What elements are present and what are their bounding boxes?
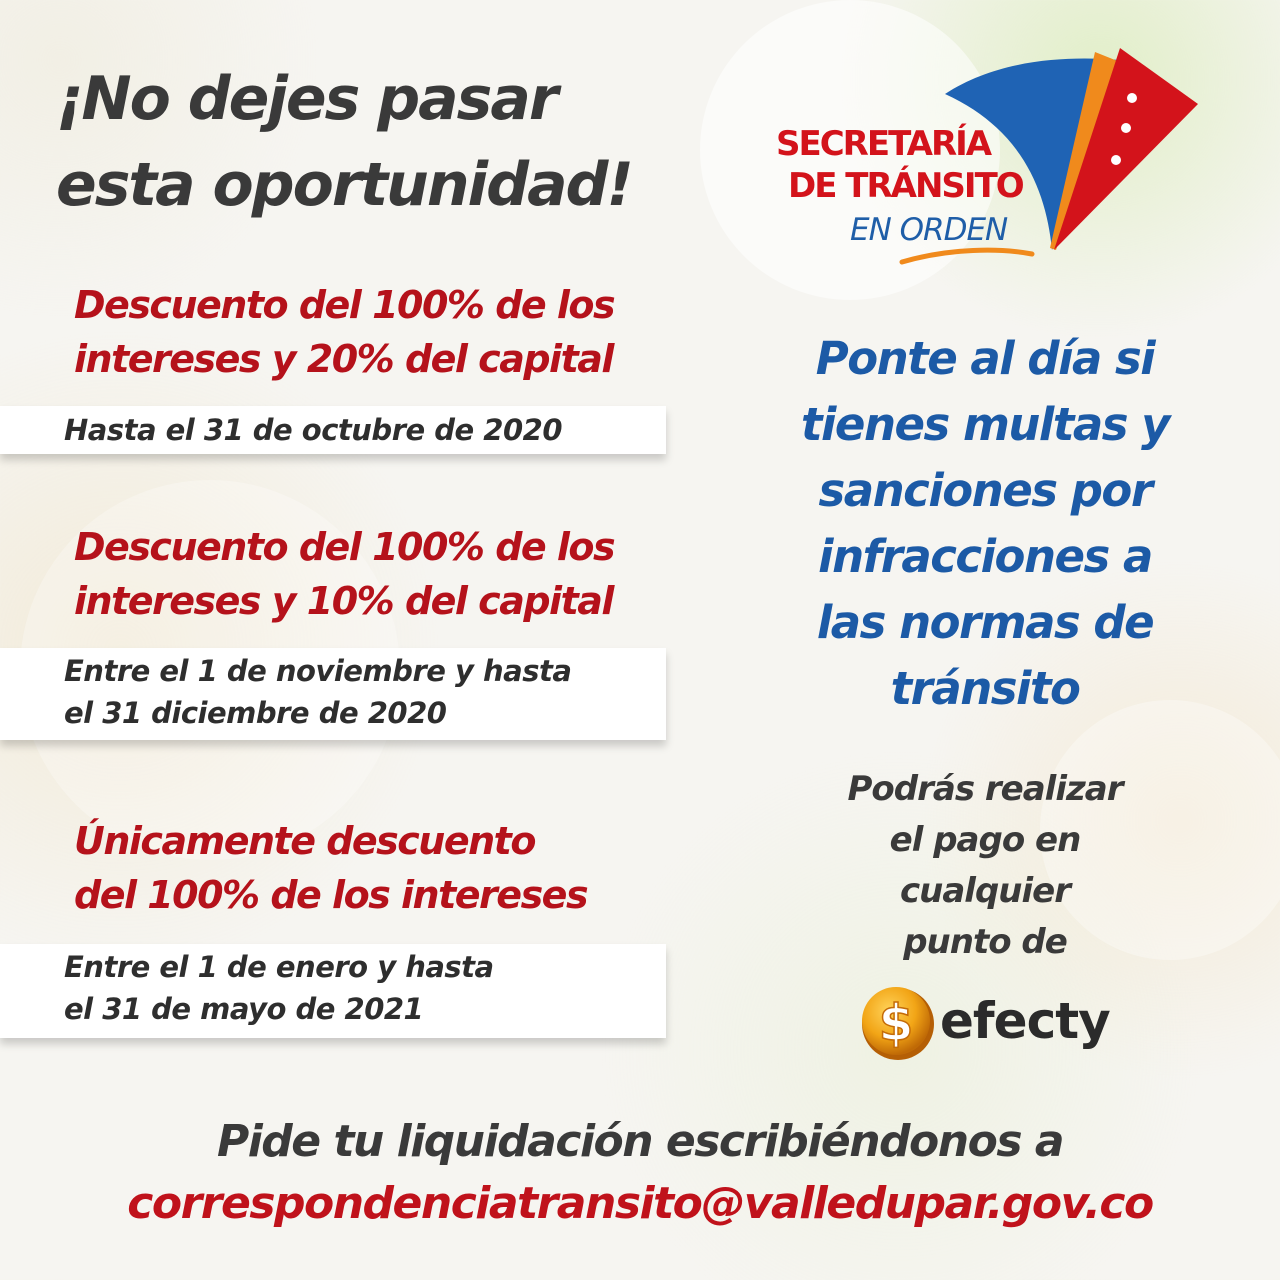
offer-2-title-line-1: Descuento del 100% de los [74,525,615,569]
svg-text:$: $ [878,994,914,1052]
offer-2-date-line-2: el 31 diciembre de 2020 [64,696,447,730]
offer-1-title-line-2: intereses y 20% del capital [74,337,613,381]
efecty-logo [858,982,1128,1062]
headline-line-1: ¡No dejes pasar [56,64,557,134]
efecty-wordmark: efecty [940,992,1110,1050]
offer-3-title-line-2: del 100% de los intereses [74,873,588,917]
logo-line-3: EN ORDEN [850,212,1008,248]
offer-2-title [74,520,614,628]
offer-1-date [64,409,562,451]
offer-2-date [64,650,571,734]
main-message-line-5: las normas de [816,596,1154,649]
offer-3-title-line-1: Únicamente descuento [74,819,535,863]
payment-line-3: cualquier [900,871,1070,911]
cta-text: Pide tu liquidación escribiéndonos a [216,1116,1064,1167]
logo-line-1: SECRETARÍA [776,124,991,164]
headline [56,56,632,228]
secretaria-transito-logo [770,38,1210,278]
main-message-line-1: Ponte al día si [815,332,1155,385]
offer-1-date-line-1: Hasta el 31 de octubre de 2020 [64,413,562,447]
payment-line-1: Podrás realizar [847,769,1123,809]
headline-line-2: esta oportunidad! [56,150,632,220]
offer-2-title-line-2: intereses y 10% del capital [74,579,613,623]
offer-2-date-line-1: Entre el 1 de noviembre y hasta [64,654,572,688]
main-message-line-2: tienes multas y [801,398,1169,451]
offer-1-title-line-1: Descuento del 100% de los [74,283,615,327]
dollar-coin-icon [858,982,938,1062]
logo-line-2: DE TRÁNSITO [788,166,1023,206]
main-message-line-6: tránsito [890,662,1080,715]
payment-message [820,764,1150,968]
offer-3-date [64,946,494,1030]
main-message-line-3: sanciones por [818,464,1152,517]
offer-3-date-line-1: Entre el 1 de enero y hasta [64,950,494,984]
offer-3-date-line-2: el 31 de mayo de 2021 [64,992,424,1026]
cta-email-link[interactable]: correspondenciatransito@valledupar.gov.co [127,1178,1153,1229]
offer-3-title [74,814,587,922]
payment-line-2: el pago en [889,820,1081,860]
offer-1-title [74,278,614,386]
payment-line-4: punto de [903,922,1067,962]
main-message [790,326,1180,722]
main-message-line-4: infracciones a [818,530,1152,583]
